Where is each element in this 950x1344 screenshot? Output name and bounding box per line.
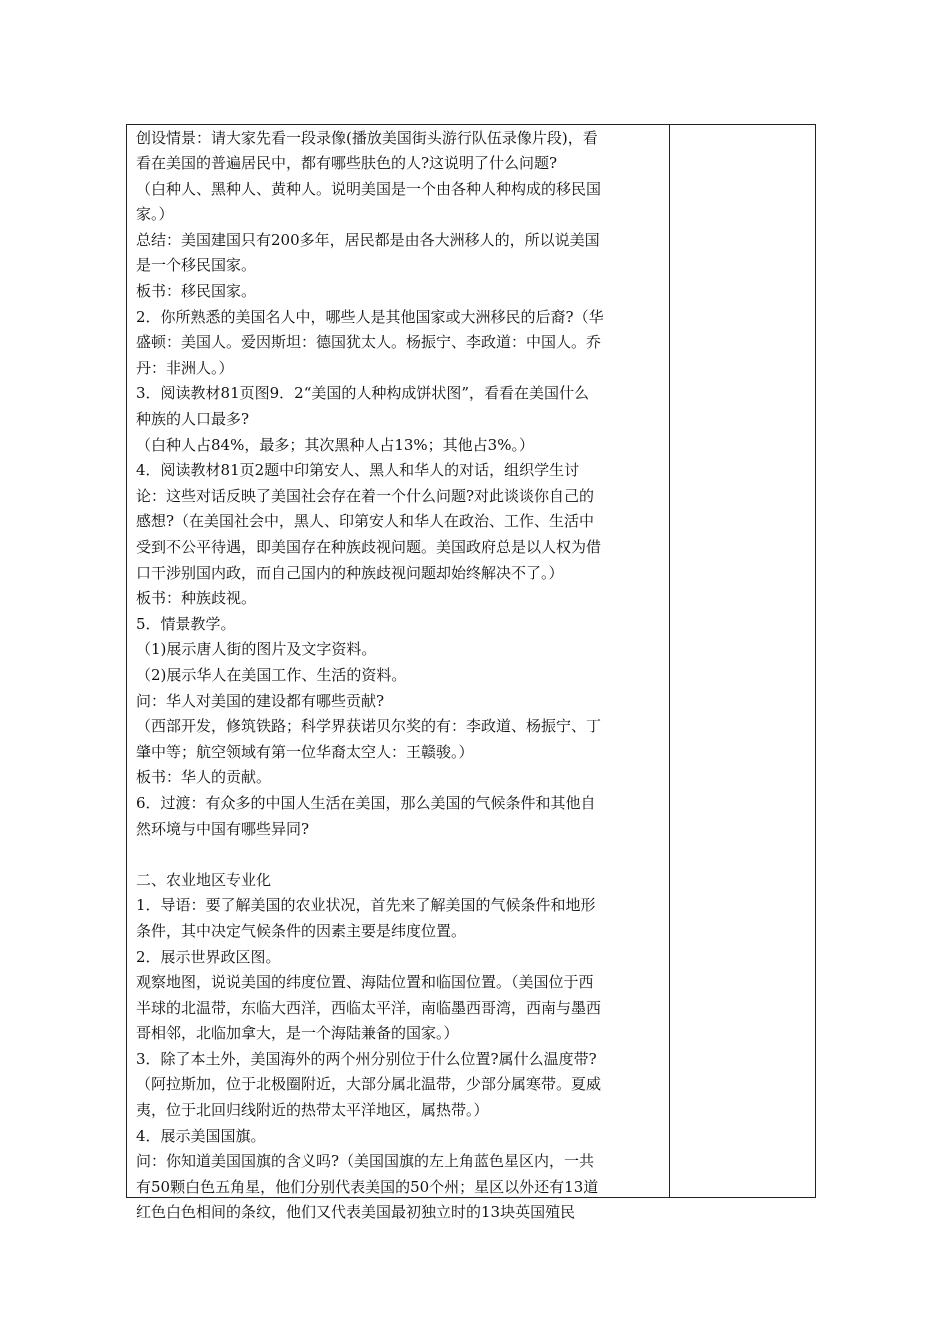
text-line: 半球的北温带，东临大西洋，西临太平洋，南临墨西哥湾，西南与墨西 <box>136 998 602 1017</box>
text-line: （阿拉斯加，位于北极圈附近，大部分属北温带，少部分属寒带。夏威 <box>136 1075 602 1094</box>
text-line: 然环境与中国有哪些异同? <box>136 819 310 838</box>
lesson-table <box>126 124 816 1222</box>
text-line: 2．你所熟悉的美国名人中，哪些人是其他国家或大洲移民的后裔?（华 <box>136 307 604 326</box>
text-line: 5．情景教学。 <box>136 614 236 633</box>
text-line: （西部开发，修筑铁路；科学界获诺贝尔奖的有：李政道、杨振宁、丁 <box>136 717 602 736</box>
text-line: 哥相邻，北临加拿大，是一个海陆兼备的国家。） <box>136 1024 459 1043</box>
text-line: 盛顿：美国人。爱因斯坦：德国犹太人。杨振宁、李政道：中国人。乔 <box>136 333 602 352</box>
text-line: 板书：种族歧视。 <box>136 589 257 608</box>
text-line: 板书：华人的贡献。 <box>136 768 272 787</box>
text-line: 论：这些对话反映了美国社会存在着一个什么问题?对此谈谈你自己的 <box>136 486 595 505</box>
text-line: （白种人占84%，最多；其次黑种人占13%；其他占3%。） <box>136 435 534 454</box>
text-line: 创设情景：请大家先看一段录像(播放美国街头游行队伍录像片段)，看 <box>136 128 598 147</box>
text-line: 是一个移民国家。 <box>136 256 257 275</box>
text-line: 1．导语：要了解美国的农业状况，首先来了解美国的气候条件和地形 <box>136 896 596 915</box>
text-line: 感想?（在美国社会中，黑人、印第安人和华人在政治、工作、生活中 <box>136 512 595 531</box>
text-line: 总结：美国建国只有200多年，居民都是由各大洲移人的，所以说美国 <box>136 230 600 249</box>
text-line <box>136 842 666 868</box>
text-line: 问：你知道美国国旗的含义吗?（美国国旗的左上角蓝色星区内，一共 <box>136 1152 595 1171</box>
text-line: 红色白色相间的条纹，他们又代表美国最初独立时的13块英国殖民 <box>136 1203 576 1222</box>
text-line: 2．展示世界政区图。 <box>136 947 281 966</box>
text-line: 观察地图，说说美国的纬度位置、海陆位置和临国位置。（美国位于西 <box>136 973 594 992</box>
text-line: 肇中等；航空领域有第一位华裔太空人：王赣骏。） <box>136 742 474 761</box>
text-line: 丹：非洲人。） <box>136 358 234 377</box>
text-line: 种族的人口最多? <box>136 410 250 429</box>
text-line: 口干涉别国内政，而自己国内的种族歧视问题却始终解决不了。） <box>136 563 564 582</box>
text-line: 3．阅读教材81页图9．2“美国的人种构成饼状图”，看看在美国什么 <box>136 384 590 403</box>
notes-cell <box>670 125 815 1197</box>
text-line: 受到不公平待遇，即美国存在种族歧视问题。美国政府总是以人权为借 <box>136 538 602 556</box>
text-line: 看在美国的普遍居民中，都有哪些肤色的人?这说明了什么问题? <box>136 154 558 173</box>
text-line: 问：华人对美国的建设都有哪些贡献? <box>136 691 385 710</box>
text-line: 夷，位于北回归线附近的热带太平洋地区，属热带。） <box>136 1101 489 1120</box>
text-line: 4．阅读教材81页2题中印第安人、黑人和华人的对话，组织学生讨 <box>136 461 580 480</box>
lesson-content-cell <box>136 125 666 1222</box>
text-line: （2)展示华人在美国工作、生活的资料。 <box>136 665 407 684</box>
text-line: 板书：移民国家。 <box>136 282 257 301</box>
text-line: 二、农业地区专业化 <box>136 870 272 889</box>
text-line: 家。） <box>136 205 174 224</box>
text-line: 条件，其中决定气候条件的因素主要是纬度位置。 <box>136 921 467 940</box>
text-line: （白种人、黑种人、黄种人。说明美国是一个由各种人种构成的移民国 <box>136 179 602 198</box>
text-line: 6．过渡：有众多的中国人生活在美国，那么美国的气候条件和其他自 <box>136 793 596 812</box>
text-line: （1)展示唐人街的图片及文字资料。 <box>136 640 377 659</box>
text-line: 4．展示美国国旗。 <box>136 1126 266 1145</box>
text-line: 3．除了本土外，美国海外的两个州分别位于什么位置?属什么温度带? <box>136 1049 597 1068</box>
text-line: 有50颗白色五角星，他们分别代表美国的50个州；星区以外还有13道 <box>136 1177 599 1196</box>
